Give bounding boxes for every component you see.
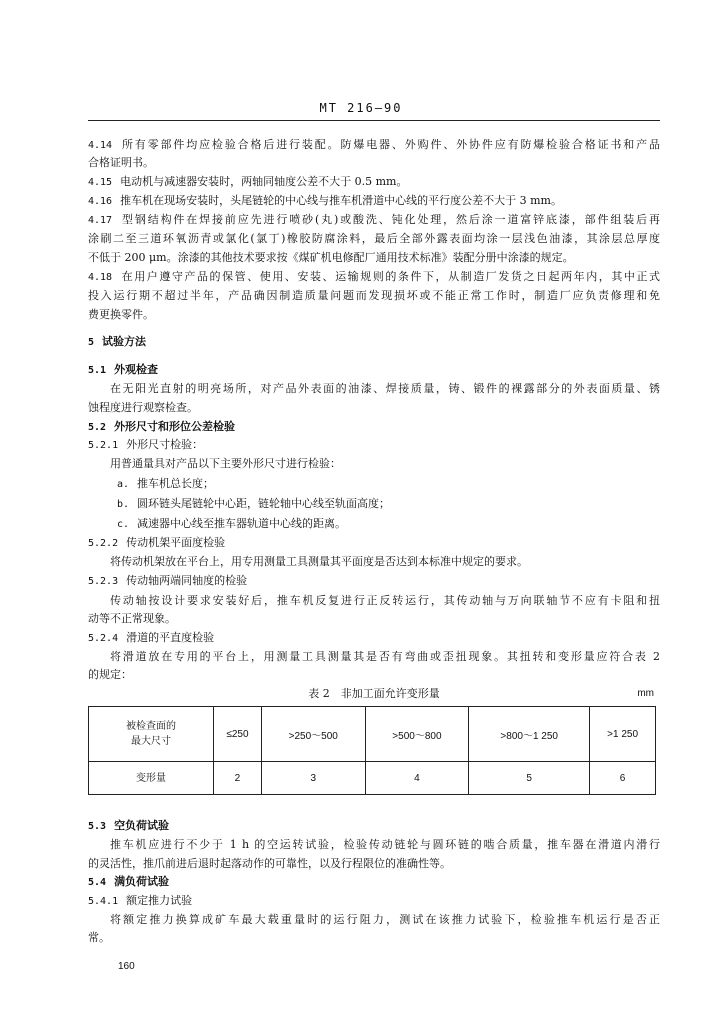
page-number: 160 [118, 961, 135, 972]
section-5-2-4-line-1: 将滑道放在专用的平台上，用测量工具测量其是否有弯曲或歪扭现象。其扭转和变形量应符合表 2 [110, 650, 660, 663]
section-5-2-3-line-2: 动等不正常现象。 [88, 612, 176, 625]
clause-4-17-line-2: 涂刷二至三道环氧沥青或氯化(氯丁)橡胶防腐涂料，最后全部外露表面均涂一层浅色油漆，其涂层总厚度 [88, 232, 660, 245]
table-cell: ≤250 [214, 707, 262, 762]
section-5-2-3-line-1: 传动轴按设计要求安装好后，推车机反复进行正反转运行，其传动轴与万向联轴节不应有卡阻和扭 [110, 594, 660, 607]
section-5-2-2-heading: 5.2.2 传动机架平面度检验 [88, 536, 226, 549]
section-5-3-heading: 5.3 空负荷试验 [88, 819, 170, 832]
section-5-heading: 5 试验方法 [88, 335, 147, 348]
clause-4-18-line-3: 费更换零件。 [88, 308, 154, 321]
list-item-b: b. 圆环链头尾链轮中心距，链轮轴中心线至轨面高度； [117, 497, 391, 510]
section-5-4-1-line-2: 常。 [88, 931, 110, 944]
clause-4-16: 4.16 推车机在现场安装时，头尾链轮的中心线与推车机滑道中心线的平行度公差不大于 3 mm。 [88, 194, 562, 207]
table-2 [88, 706, 656, 795]
table-cell: >250～500 [261, 707, 365, 762]
clause-4-15: 4.15 电动机与减速器安装时，两轴同轴度公差不大于 0.5 mm。 [88, 175, 408, 188]
section-5-4-heading: 5.4 满负荷试验 [88, 875, 170, 888]
section-5-2-4-line-2: 的规定： [88, 668, 132, 681]
table-cell: 5 [469, 762, 590, 795]
table-cell: 3 [261, 762, 365, 795]
table-cell: 6 [590, 762, 656, 795]
running-header: MT 216—90 [319, 101, 403, 115]
clause-4-18-line-1: 4.18 在用户遵守产品的保管、使用、安装、运输规则的条件下，从制造厂发货之日起两年内，其中正式 [88, 270, 660, 283]
list-item-c: c. 减速器中心线至推车器轨道中心线的距离。 [117, 517, 347, 530]
clause-4-17-line-1: 4.17 型钢结构件在焊接前应先进行喷砂(丸)或酸洗、钝化处理，然后涂一道富锌底漆，部件组装后再 [88, 213, 660, 226]
section-5-1-line-1: 在无阳光直射的明亮场所，对产品外表面的油漆、焊接质量，铸、锻件的裸露部分的外表面质量、锈 [110, 382, 660, 395]
table-cell: >800～1 250 [469, 707, 590, 762]
section-5-3-line-2: 的灵活性，推爪前进后退时起落动作的可靠性，以及行程限位的准确性等。 [88, 857, 451, 870]
section-5-3-line-1: 推车机应进行不少于 1 h 的空运转试验，检验传动链轮与圆环链的啮合质量，推车器在滑道内滑行 [110, 838, 660, 851]
section-5-1-heading: 5.1 外观检查 [88, 363, 159, 376]
table-2-unit: mm [637, 688, 654, 699]
section-5-2-3-heading: 5.2.3 传动轴两端同轴度的检验 [88, 574, 248, 587]
table-row [89, 707, 656, 762]
section-5-2-1-heading: 5.2.1 外形尺寸检验： [88, 438, 204, 451]
section-5-4-1-line-1: 将额定推力换算成矿车最大载重量时的运行阻力，测试在该推力试验下，检验推车机运行是否正 [110, 913, 660, 926]
clause-4-18-line-2: 投入运行期不超过半年，产品确因制造质量问题而发现损坏或不能正常工作时，制造厂应负责修理和免 [88, 289, 660, 302]
clause-4-14-line-2: 合格证明书。 [88, 156, 154, 169]
table-row [89, 762, 656, 795]
table-2-caption: 表 2 非加工面允许变形量 [308, 687, 440, 700]
section-5-2-heading: 5.2 外形尺寸和形位公差检验 [88, 420, 236, 433]
table-row-label: 被检查面的 最大尺寸 [89, 707, 214, 762]
section-5-2-1-intro: 用普通量具对产品以下主要外形尺寸进行检验： [110, 457, 341, 470]
clause-4-14-line-1: 4.14 所有零部件均应检验合格后进行装配。防爆电器、外购件、外协件应有防爆检验合格证书和产品 [88, 138, 660, 151]
list-item-a: a. 推车机总长度； [117, 477, 215, 490]
table-cell: 2 [214, 762, 262, 795]
table-cell: 4 [365, 762, 469, 795]
header-rule [88, 120, 660, 121]
table-row-label: 变形量 [89, 762, 214, 795]
section-5-2-2-body: 将传动机架放在平台上，用专用测量工具测量其平面度是否达到本标准中规定的要求。 [110, 555, 528, 568]
section-5-2-4-heading: 5.2.4 滑道的平直度检验 [88, 631, 215, 644]
table-cell: >1 250 [590, 707, 656, 762]
table-cell: >500～800 [365, 707, 469, 762]
clause-4-17-line-3: 不低于 200 μm。涂漆的其他技术要求按《煤矿机电修配厂通用技术标准》装配分册中涂漆的规定。 [88, 251, 574, 264]
section-5-4-1-heading: 5.4.1 额定推力试验 [88, 894, 193, 907]
section-5-1-line-2: 蚀程度进行观察检查。 [88, 401, 198, 414]
